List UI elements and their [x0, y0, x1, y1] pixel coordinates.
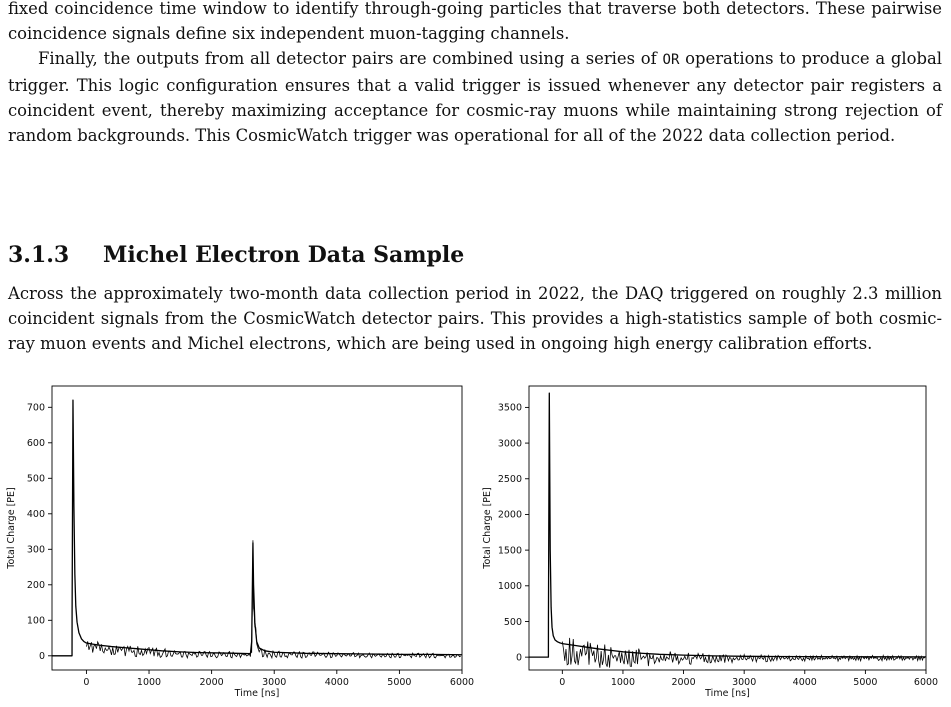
- x-axis-label: Time [ns]: [705, 688, 750, 699]
- x-axis-label: Time [ns]: [234, 688, 280, 699]
- paragraph-michel-sample: Across the approximately two-month data collection period in 2022, the DAQ triggered on roughly 2.3 million coincident signals from the CosmicWatch detector pairs. This provides a high-statistics sample of both cosmic-ray muon events and Michel electrons, which are being used in ongoing high energy calibration efforts.: [8, 284, 942, 353]
- x-tick-label: 1000: [610, 677, 636, 688]
- x-tick-label: 5000: [387, 677, 412, 688]
- x-tick-label: 1000: [136, 677, 162, 688]
- y-tick-label: 3000: [497, 438, 522, 450]
- series-noise: [562, 638, 924, 668]
- x-tick-label: 2000: [199, 677, 224, 688]
- y-axis-label: Total Charge [PE]: [482, 487, 493, 569]
- section-title: Michel Electron Data Sample: [103, 242, 465, 268]
- y-tick-label: 2500: [497, 474, 522, 486]
- x-tick-label: 4000: [324, 677, 349, 688]
- chart-right-total-charge: [476, 383, 946, 707]
- y-axis-label: Total Charge [PE]: [6, 487, 17, 569]
- y-tick-label: 700: [26, 402, 45, 414]
- section-number: 3.1.3: [8, 242, 70, 268]
- y-tick-label: 200: [26, 580, 45, 592]
- series-noise: [86, 540, 460, 658]
- y-tick-label: 2000: [497, 509, 522, 521]
- y-tick-label: 500: [503, 616, 522, 628]
- y-tick-label: 3500: [497, 402, 522, 414]
- x-tick-label: 3000: [262, 677, 287, 688]
- plot-frame: [52, 386, 462, 670]
- y-tick-label: 600: [26, 438, 45, 450]
- x-tick-label: 2000: [671, 677, 696, 688]
- x-tick-label: 6000: [913, 677, 939, 688]
- y-tick-label: 0: [38, 651, 45, 663]
- or-operator-code: OR: [662, 52, 680, 68]
- plot-frame: [529, 386, 926, 670]
- x-tick-label: 6000: [449, 677, 475, 688]
- chart-left-svg: [0, 383, 475, 707]
- chart-left-total-charge: [0, 383, 475, 707]
- paragraph-global-trigger: [8, 46, 942, 148]
- series-line: [529, 393, 926, 657]
- y-tick-label: 100: [26, 615, 45, 627]
- x-tick-label: 5000: [853, 677, 878, 688]
- paragraph-global-trigger-text-1: Finally, the outputs from all detector pairs are combined using a series of: [38, 49, 663, 68]
- chart-right-svg: [476, 383, 946, 707]
- y-tick-label: 0: [515, 652, 522, 664]
- paragraph-coincidence: fixed coincidence time window to identify through-going particles that traverse both detectors. These pairwise coincidence signals define six independent muon-tagging channels.: [8, 0, 942, 43]
- y-tick-label: 400: [26, 509, 45, 521]
- x-tick-label: 3000: [732, 677, 757, 688]
- y-tick-label: 1500: [497, 545, 522, 557]
- section-heading: [8, 242, 464, 268]
- paragraph-global-trigger-text-2: operations to produce a global trigger. This logic configuration ensures that a valid trigger is issued whenever any detector pair registers a coincident event, thereby maximizing acceptance for cosmic-ray muons while maintaining strong rejection of random backgrounds. This CosmicWatch trigger was operational for all of the 2022 data collection period.: [8, 49, 943, 145]
- y-tick-label: 500: [26, 473, 45, 485]
- series-line: [52, 400, 462, 656]
- x-tick-label: 4000: [792, 677, 817, 688]
- y-tick-label: 1000: [497, 581, 522, 593]
- y-tick-label: 300: [26, 544, 45, 556]
- x-tick-label: 0: [83, 677, 90, 688]
- x-tick-label: 0: [559, 677, 566, 688]
